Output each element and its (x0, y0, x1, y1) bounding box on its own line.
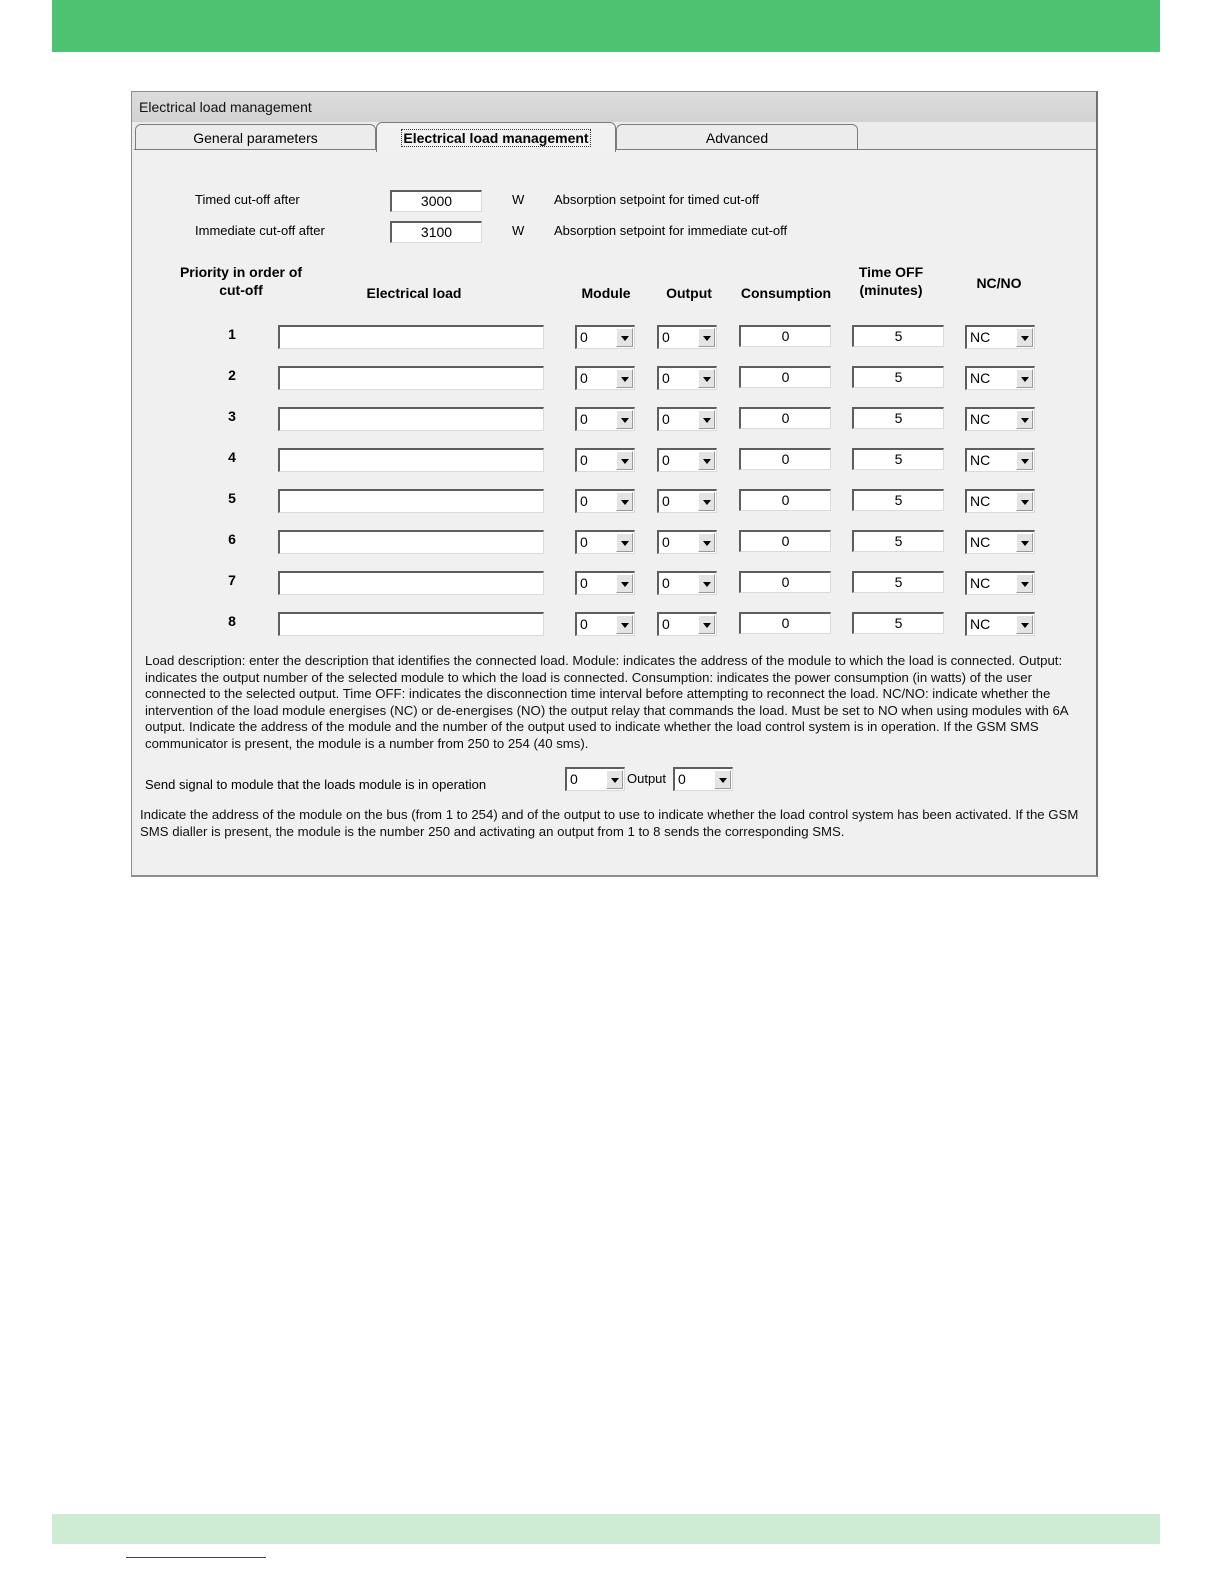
priority-number: 3 (228, 408, 236, 424)
dropdown-arrow-icon[interactable] (1016, 328, 1033, 347)
dropdown-arrow-icon[interactable] (1016, 533, 1033, 552)
output-value: 0 (662, 575, 670, 591)
priority-number: 6 (228, 531, 236, 547)
module-select[interactable] (575, 407, 635, 431)
tab-general-parameters[interactable] (135, 124, 376, 150)
dropdown-arrow-icon[interactable] (616, 533, 633, 552)
header-electrical-load: Electrical load (366, 285, 462, 301)
timed-cutoff-label: Timed cut-off after (195, 192, 300, 207)
module-value: 0 (580, 411, 588, 427)
time-off-input[interactable]: 5 (852, 448, 944, 470)
ncno-select[interactable] (965, 530, 1035, 554)
header-priority-line2: cut-off (219, 282, 263, 298)
consumption-input[interactable]: 0 (739, 448, 831, 470)
priority-number: 8 (228, 613, 236, 629)
ncno-value: NC (970, 329, 991, 345)
module-select[interactable] (575, 448, 635, 472)
module-value: 0 (580, 329, 588, 345)
consumption-input[interactable]: 0 (739, 489, 831, 511)
signal-label: Send signal to module that the loads module is in operation (145, 777, 487, 792)
timed-cutoff-input[interactable]: 3000 (390, 190, 482, 212)
time-off-input[interactable]: 5 (852, 325, 944, 347)
output-value: 0 (662, 616, 670, 632)
tab-label: Advanced (705, 130, 769, 146)
electrical-load-input[interactable] (278, 571, 544, 595)
consumption-input[interactable]: 0 (739, 571, 831, 593)
signal-module-select[interactable] (565, 767, 625, 791)
signal-output-label: Output (627, 771, 667, 786)
dropdown-arrow-icon[interactable] (1016, 615, 1033, 634)
electrical-load-input[interactable] (278, 448, 544, 472)
output-value: 0 (662, 370, 670, 386)
module-select[interactable] (575, 325, 635, 349)
dropdown-arrow-icon[interactable] (1016, 410, 1033, 429)
electrical-load-input[interactable] (278, 530, 544, 554)
dropdown-arrow-icon[interactable] (698, 451, 715, 470)
module-select[interactable] (575, 612, 635, 636)
time-off-input[interactable]: 5 (852, 571, 944, 593)
dropdown-arrow-icon[interactable] (698, 369, 715, 388)
time-off-input[interactable]: 5 (852, 366, 944, 388)
output-value: 0 (662, 452, 670, 468)
output-select[interactable] (657, 571, 717, 595)
module-select[interactable] (575, 366, 635, 390)
header-time-off-line2: (minutes) (859, 282, 923, 298)
ncno-value: NC (970, 411, 991, 427)
dropdown-arrow-icon[interactable] (1016, 574, 1033, 593)
module-value: 0 (580, 575, 588, 591)
dropdown-arrow-icon[interactable] (616, 615, 633, 634)
output-select[interactable] (657, 489, 717, 513)
time-off-input[interactable]: 5 (852, 489, 944, 511)
immediate-unit: W (512, 223, 525, 238)
output-select[interactable] (657, 407, 717, 431)
header-time-off-line1: Time OFF (858, 264, 924, 280)
output-value: 0 (662, 329, 670, 345)
signal-note: Indicate the address of the module on the bus (from 1 to 254) and of the output to use to indicate whether the load control system has been activated. If the GSM SMS dialler is present, the module is the number 250 and activating an output from 1 to 8 sends the corresponding SMS. (140, 807, 1079, 839)
electrical-load-input[interactable] (278, 325, 544, 349)
dropdown-arrow-icon[interactable] (616, 574, 633, 593)
immediate-cutoff-description: Absorption setpoint for immediate cut-off (554, 223, 788, 238)
dropdown-arrow-icon[interactable] (1016, 451, 1033, 470)
electrical-load-input[interactable] (278, 366, 544, 390)
consumption-input[interactable]: 0 (739, 612, 831, 634)
dropdown-arrow-icon[interactable] (698, 533, 715, 552)
tab-label: General parameters (193, 130, 318, 146)
timed-unit: W (512, 192, 525, 207)
ncno-select[interactable] (965, 612, 1035, 636)
output-select[interactable] (657, 530, 717, 554)
header-priority (164, 263, 318, 299)
immediate-cutoff-label: Immediate cut-off after (195, 223, 325, 238)
dropdown-arrow-icon[interactable] (616, 410, 633, 429)
module-select[interactable] (575, 530, 635, 554)
output-value: 0 (662, 534, 670, 550)
dropdown-arrow-icon[interactable] (606, 770, 623, 789)
header-ncno: NC/NO (976, 275, 1022, 291)
immediate-cutoff-input[interactable]: 3100 (390, 221, 482, 243)
ncno-select[interactable] (965, 366, 1035, 390)
electrical-load-input[interactable] (278, 407, 544, 431)
window-title: Electrical load management (132, 92, 1096, 122)
signal-output-select[interactable] (673, 767, 733, 791)
dropdown-arrow-icon[interactable] (616, 369, 633, 388)
consumption-input[interactable]: 0 (739, 325, 831, 347)
dropdown-arrow-icon[interactable] (1016, 492, 1033, 511)
output-value: 0 (662, 493, 670, 509)
footer-link-underline (126, 1557, 266, 1558)
consumption-input[interactable]: 0 (739, 366, 831, 388)
ncno-select[interactable] (965, 448, 1035, 472)
ncno-value: NC (970, 370, 991, 386)
priority-number: 2 (228, 367, 236, 383)
output-value: 0 (662, 411, 670, 427)
module-value: 0 (580, 370, 588, 386)
priority-number: 5 (228, 490, 236, 506)
time-off-input[interactable]: 5 (852, 407, 944, 429)
priority-number: 1 (228, 326, 236, 342)
header-output: Output (666, 285, 712, 301)
ncno-select[interactable] (965, 407, 1035, 431)
module-select[interactable] (575, 489, 635, 513)
dropdown-arrow-icon[interactable] (616, 328, 633, 347)
time-off-input[interactable]: 5 (852, 612, 944, 634)
module-value: 0 (580, 452, 588, 468)
electrical-load-input[interactable] (278, 612, 544, 636)
electrical-load-window (131, 91, 1098, 877)
dropdown-arrow-icon[interactable] (698, 574, 715, 593)
priority-number: 4 (228, 449, 236, 465)
ncno-select[interactable] (965, 325, 1035, 349)
dropdown-arrow-icon[interactable] (1016, 369, 1033, 388)
header-module: Module (581, 285, 631, 301)
ncno-value: NC (970, 493, 991, 509)
ncno-value: NC (970, 575, 991, 591)
tab-electrical-load-management[interactable] (376, 122, 616, 152)
module-value: 0 (580, 493, 588, 509)
dropdown-arrow-icon[interactable] (616, 451, 633, 470)
ncno-value: NC (970, 534, 991, 550)
ncno-value: NC (970, 616, 991, 632)
timed-cutoff-description: Absorption setpoint for timed cut-off (554, 192, 759, 207)
dropdown-arrow-icon[interactable] (616, 492, 633, 511)
ncno-select[interactable] (965, 489, 1035, 513)
dropdown-arrow-icon[interactable] (698, 410, 715, 429)
tab-panel (134, 149, 1096, 875)
ncno-value: NC (970, 452, 991, 468)
electrical-load-input[interactable] (278, 489, 544, 513)
output-select[interactable] (657, 325, 717, 349)
dropdown-arrow-icon[interactable] (698, 615, 715, 634)
ncno-select[interactable] (965, 571, 1035, 595)
dropdown-arrow-icon[interactable] (698, 492, 715, 511)
consumption-input[interactable]: 0 (739, 530, 831, 552)
tab-label: Electrical load management (403, 130, 589, 146)
header-time-off (846, 263, 936, 299)
dropdown-arrow-icon[interactable] (698, 328, 715, 347)
header-consumption: Consumption (740, 285, 832, 301)
load-description-help: Load description: enter the description that identifies the connected load. Module: indicates the address of the module to which the load is connected. Output: indicates the output number of the selected module to which the load is connected. Consumption: indicates the power consumption (in watts) of the user connected to the selected output. Time OFF: indicates the disconnection time interval before attempting to reconnect the load. NC/NO: indicate whether the intervention of the load module energises (NC) or de-energises (NO) the output relay that commands the load. Must be set to NO when using modules with 6A output. Indicate the address of the module and the number of the output used to indicate whether the load control system is in operation. If the GSM SMS communicator is present, the module is a number from 250 to 254 (40 sms). (145, 653, 1068, 751)
header-priority-line1: Priority in order of (179, 264, 303, 280)
output-select[interactable] (657, 612, 717, 636)
tab-advanced[interactable] (616, 124, 858, 150)
module-value: 0 (580, 616, 588, 632)
signal-output-value: 0 (678, 771, 686, 787)
output-select[interactable] (657, 448, 717, 472)
output-select[interactable] (657, 366, 717, 390)
signal-module-value: 0 (570, 771, 578, 787)
module-select[interactable] (575, 571, 635, 595)
header-band (52, 0, 1160, 52)
consumption-input[interactable]: 0 (739, 407, 831, 429)
footer-band (52, 1514, 1160, 1544)
time-off-input[interactable]: 5 (852, 530, 944, 552)
priority-number: 7 (228, 572, 236, 588)
dropdown-arrow-icon[interactable] (714, 770, 731, 789)
module-value: 0 (580, 534, 588, 550)
